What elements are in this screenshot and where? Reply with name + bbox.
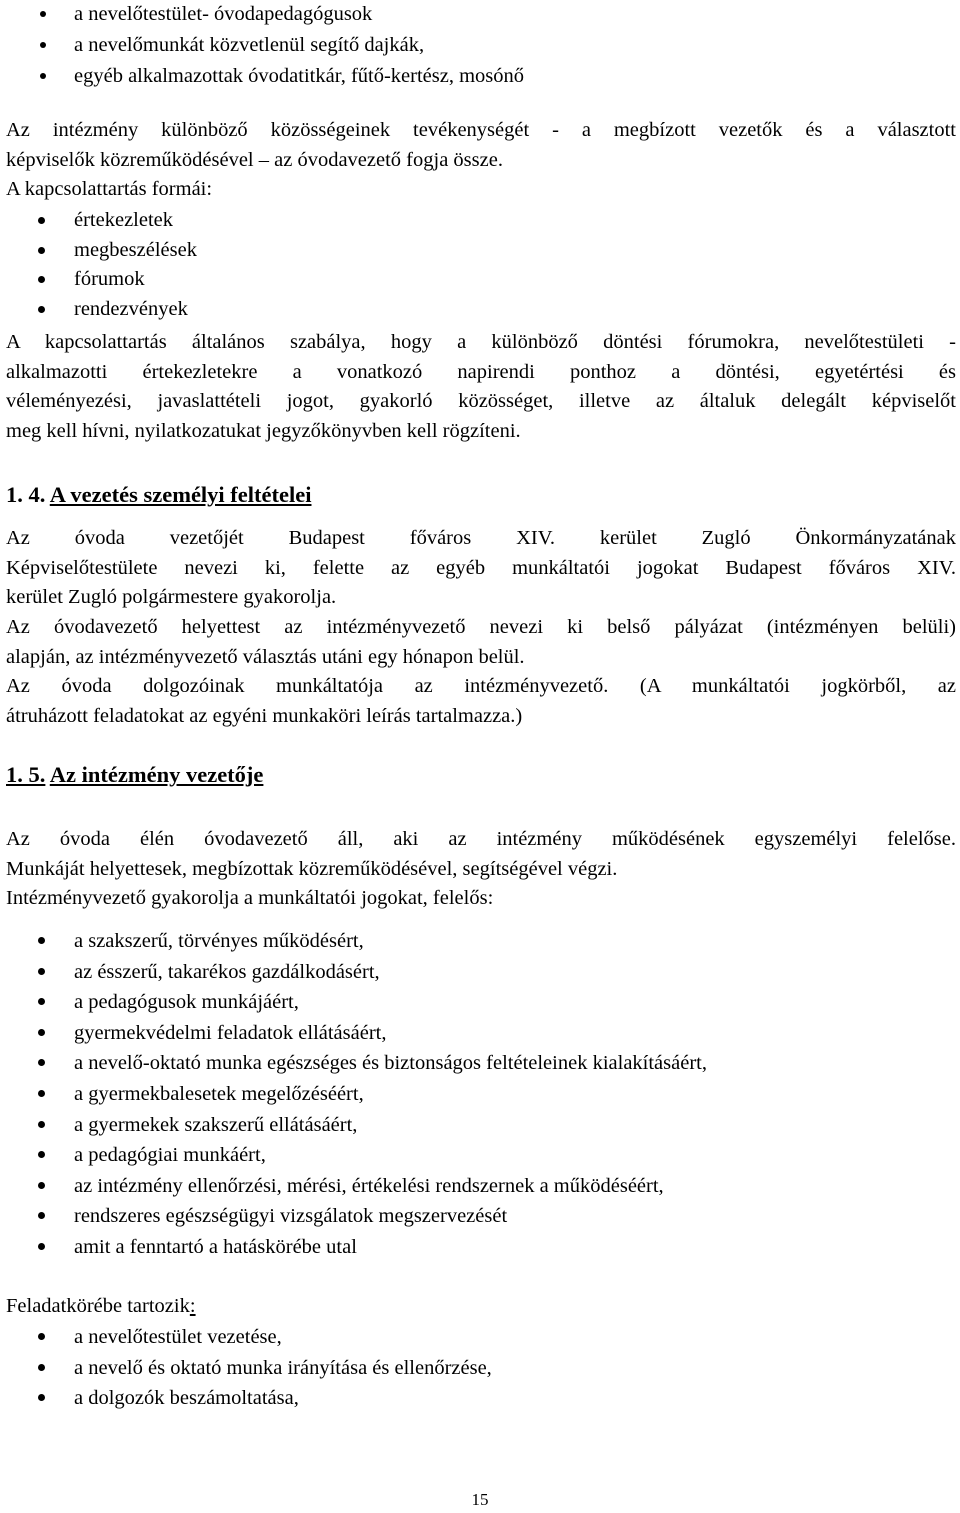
section-number: 1. 4. — [6, 482, 46, 507]
list-item: az intézmény ellenőrzési, mérési, értékelési rendszernek a működéséért, — [0, 1171, 707, 1202]
section-heading-1-5 — [6, 760, 263, 790]
page-number: 15 — [471, 1490, 489, 1509]
list-item: egyéb alkalmazottak óvodatitkár, fűtő-kertész, mosónő — [0, 61, 524, 92]
text-line: Az óvoda vezetőjét Budapest főváros XIV. kerület Zugló Önkormányzatának — [6, 527, 956, 549]
list-item: értekezletek — [0, 206, 197, 236]
text-line: kerület Zugló polgármestere gyakorolja. — [6, 586, 337, 608]
section-title: A vezetés személyi feltételei — [49, 482, 312, 507]
staff-list — [0, 0, 524, 92]
rule-paragraph — [6, 328, 956, 446]
deputy-paragraph — [6, 613, 956, 672]
duties-list — [0, 1322, 492, 1414]
list-item: gyermekvédelmi feladatok ellátásáért, — [0, 1018, 707, 1049]
forms-list — [0, 206, 197, 324]
list-item: megbeszélések — [0, 236, 197, 266]
text-line: Intézményvezető gyakorolja a munkáltatói jogokat, felelős: — [6, 887, 494, 909]
list-item: a dolgozók beszámoltatása, — [0, 1383, 492, 1414]
list-item: a nevelő-oktató munka egészséges és biztonságos feltételeinek kialakításáért, — [0, 1048, 707, 1079]
list-item: a gyermekbalesetek megelőzéséért, — [0, 1079, 707, 1110]
list-item: a nevelő és oktató munka irányítása és ellenőrzése, — [0, 1353, 492, 1384]
list-item: az ésszerű, takarékos gazdálkodásért, — [0, 957, 707, 988]
list-item: a nevelőmunkát közvetlenül segítő dajkák, — [0, 30, 524, 61]
text-line: Az óvoda élén óvodavezető áll, aki az intézmény működésének egyszemélyi felelőse. — [6, 828, 956, 850]
section-title: Az intézmény vezetője — [49, 762, 264, 787]
appointment-paragraph — [6, 524, 956, 613]
text-line: képviselők közreműködésével – az óvodavezető fogja össze. — [6, 148, 503, 171]
list-item: a pedagógiai munkáért, — [0, 1140, 707, 1171]
duties-intro — [6, 1292, 956, 1322]
text-line: Munkáját helyettesek, megbízottak közreműködésével, segítségével végzi. — [6, 857, 618, 880]
text-line: alapján, az intézményvezető választás utáni egy hónapon belül. — [6, 645, 525, 668]
list-item: fórumok — [0, 265, 197, 295]
section-heading-1-4 — [6, 480, 311, 510]
communities-paragraph — [6, 116, 956, 205]
text-line: Az óvodavezető helyettest az intézményvezető nevezi ki belső pályázat (intézményen belüli) — [6, 616, 956, 638]
text-line: meg kell hívni, nyilatkozatukat jegyzőkönyvben kell rögzíteni. — [6, 419, 521, 442]
list-item: rendszeres egészségügyi vizsgálatok megszervezését — [0, 1201, 707, 1232]
director-paragraph — [6, 825, 956, 914]
list-item: a pedagógusok munkájáért, — [0, 987, 707, 1018]
text-line: alkalmazotti értekezletekre a vonatkozó napirendi ponthoz a döntési, egyetértési és — [6, 360, 956, 383]
duties-intro-colon: : — [189, 1295, 196, 1317]
list-item: a szakszerű, törvényes működésért, — [0, 926, 707, 957]
text-line: átruházott feladatokat az egyéni munkaköri leírás tartalmazza.) — [6, 704, 523, 727]
duties-intro-text: Feladatkörébe tartozik — [6, 1295, 190, 1317]
employer-paragraph — [6, 672, 956, 731]
list-item: amit a fenntartó a hatáskörébe utal — [0, 1232, 707, 1263]
responsibilities-list — [0, 926, 707, 1263]
section-number: 1. 5. — [6, 762, 46, 787]
text-line: véleményezési, javaslattételi jogot, gyakorló közösséget, illetve az általuk delegált képviselőt — [6, 390, 956, 412]
list-item: rendezvények — [0, 295, 197, 325]
list-item: a gyermekek szakszerű ellátásáért, — [0, 1110, 707, 1141]
text-line: Az intézmény különböző közösségeinek tevékenységét - a megbízott vezetők és a választott — [6, 119, 956, 141]
text-line: Az óvoda dolgozóinak munkáltatója az intézményvezető. (A munkáltatói jogkörből, az — [6, 675, 956, 697]
list-item: a nevelőtestület- óvodapedagógusok — [0, 0, 524, 30]
text-line: Képviselőtestülete nevezi ki, felette az egyéb munkáltatói jogokat Budapest főváros XIV. — [6, 556, 956, 579]
list-item: a nevelőtestület vezetése, — [0, 1322, 492, 1353]
forms-intro: A kapcsolattartás formái: — [6, 178, 213, 200]
text-line: A kapcsolattartás általános szabálya, hogy a különböző döntési fórumokra, nevelőtestületi - — [6, 331, 956, 353]
